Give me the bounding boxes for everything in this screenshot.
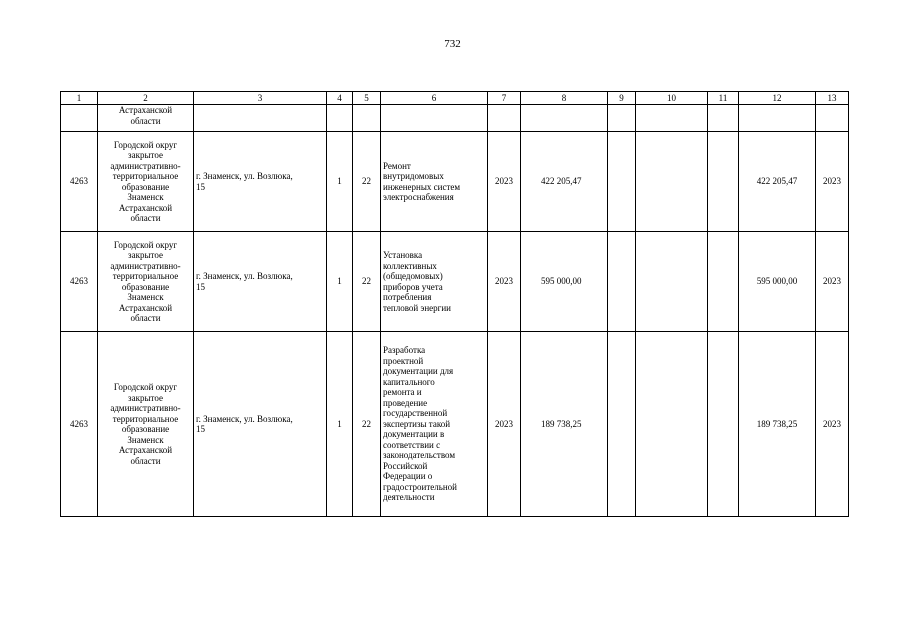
capital-repair-table	[60, 91, 849, 517]
continuation-row	[61, 105, 849, 132]
address-cell: г. Знаменск, ул. Возлюка, 15	[194, 132, 327, 232]
cell-empty	[353, 105, 381, 132]
total-cost-cell: 189 738,25	[739, 332, 816, 517]
column-number: 10	[636, 92, 708, 105]
column-number: 13	[816, 92, 849, 105]
cell-empty	[608, 105, 636, 132]
col5-cell: 22	[353, 332, 381, 517]
cell-empty	[708, 105, 739, 132]
column-number: 1	[61, 92, 98, 105]
municipality-cell: Городской округ закрытое административно- территориальное образование Знаменск Астраханской области	[98, 232, 194, 332]
column-number: 12	[739, 92, 816, 105]
column-number: 7	[488, 92, 521, 105]
cell-empty	[816, 105, 849, 132]
col10-cell	[636, 332, 708, 517]
address-cell: г. Знаменск, ул. Возлюка, 15	[194, 232, 327, 332]
column-number-row	[61, 92, 849, 105]
work-type-cell: Разработка проектной документации для капитального ремонта и проведение государственной экспертизы такой документации в соответствии с законодательством Российской Федерации о градостроительной деятельности	[381, 332, 488, 517]
table-row	[61, 132, 849, 232]
completion-year-cell: 2023	[816, 332, 849, 517]
col5-cell: 22	[353, 132, 381, 232]
table-row	[61, 332, 849, 517]
work-type-cell: Ремонт внутридомовых инженерных систем электроснабжения	[381, 132, 488, 232]
cell-empty	[521, 105, 608, 132]
total-cost-cell: 422 205,47	[739, 132, 816, 232]
col11-cell	[708, 332, 739, 517]
cell-empty	[327, 105, 353, 132]
col10-cell	[636, 132, 708, 232]
record-number-cell: 4263	[61, 132, 98, 232]
completion-year-cell: 2023	[816, 132, 849, 232]
col9-cell	[608, 132, 636, 232]
municipality-cell: Городской округ закрытое административно- территориальное образование Знаменск Астраханской области	[98, 332, 194, 517]
cost-cell: 595 000,00	[521, 232, 608, 332]
cost-cell: 189 738,25	[521, 332, 608, 517]
column-number: 3	[194, 92, 327, 105]
col5-cell: 22	[353, 232, 381, 332]
total-cost-cell: 595 000,00	[739, 232, 816, 332]
col11-cell	[708, 132, 739, 232]
col11-cell	[708, 232, 739, 332]
col9-cell	[608, 332, 636, 517]
column-number: 6	[381, 92, 488, 105]
column-number: 11	[708, 92, 739, 105]
column-number: 9	[608, 92, 636, 105]
year-cell: 2023	[488, 232, 521, 332]
work-type-cell: Установка коллективных (общедомовых) приборов учета потребления тепловой энергии	[381, 232, 488, 332]
table-row	[61, 232, 849, 332]
address-cell: г. Знаменск, ул. Возлюка, 15	[194, 332, 327, 517]
municipality-cell: Городской округ закрытое административно- территориальное образование Знаменск Астраханской области	[98, 132, 194, 232]
municipality-cell: Астраханской области	[98, 105, 194, 132]
year-cell: 2023	[488, 332, 521, 517]
column-number: 5	[353, 92, 381, 105]
cell-empty	[636, 105, 708, 132]
column-number: 8	[521, 92, 608, 105]
completion-year-cell: 2023	[816, 232, 849, 332]
cost-cell: 422 205,47	[521, 132, 608, 232]
cell-empty	[194, 105, 327, 132]
col9-cell	[608, 232, 636, 332]
record-number-cell: 4263	[61, 232, 98, 332]
cell-empty	[488, 105, 521, 132]
year-cell: 2023	[488, 132, 521, 232]
column-number: 4	[327, 92, 353, 105]
cell-empty	[381, 105, 488, 132]
col4-cell: 1	[327, 332, 353, 517]
col4-cell: 1	[327, 132, 353, 232]
cell-empty	[61, 105, 98, 132]
col4-cell: 1	[327, 232, 353, 332]
col10-cell	[636, 232, 708, 332]
cell-empty	[739, 105, 816, 132]
page-number: 732	[444, 38, 461, 50]
record-number-cell: 4263	[61, 332, 98, 517]
column-number: 2	[98, 92, 194, 105]
